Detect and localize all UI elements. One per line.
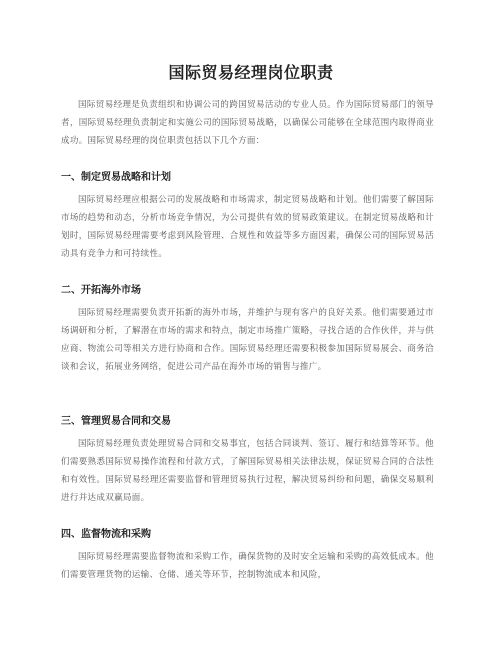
section-body-3: 国际贸易经理负责处理贸易合同和交易事宜，包括合同谈判、签订、履行和结算等环节。他们需要熟悉国际贸易操作流程和付款方式，了解国际贸易相关法律法规，保证贸易合同的合法性和有效性。国际贸易经理还需要监督和管理贸易执行过程，解决贸易纠纷和问题，确保交易顺利进行并达成双赢局面。 [61, 439, 434, 503]
section-heading-4: 四、监督物流和采购 [61, 529, 151, 540]
section-heading-1: 一、制定贸易战略和计划 [61, 172, 171, 183]
section-body-1: 国际贸易经理应根据公司的发展战略和市场需求，制定贸易战略和计划。他们需要了解国际市场的趋势和动态，分析市场竞争情况，为公司提供有效的贸易政策建议。在制定贸易战略和计划时，国际贸易经理需要考虑到风险管理、合规性和效益等多方面因素，确保公司的国际贸易活动具有竞争力和可持续性。 [61, 195, 434, 259]
section-body-2: 国际贸易经理需要负责开拓新的海外市场，并维护与现有客户的良好关系。他们需要通过市场调研和分析，了解潜在市场的需求和特点，制定市场推广策略，寻找合适的合作伙伴，并与供应商、物流公司等相关方进行协商和合作。国际贸易经理还需要积极参加国际贸易展会、商务洽谈和会议，拓展业务网络，促进公司产品在海外市场的销售与推广。 [61, 308, 434, 372]
intro-paragraph: 国际贸易经理是负责组织和协调公司的跨国贸易活动的专业人员。作为国际贸易部门的领导者，国际贸易经理负责制定和实施公司的国际贸易战略，以确保公司能够在全球范围内取得商业成功。国际贸易经理的岗位职责包括以下几个方面： [61, 100, 434, 146]
section-heading-2: 二、开拓海外市场 [61, 285, 141, 296]
section-body-4: 国际贸易经理需要监督物流和采购工作，确保货物的及时安全运输和采购的高效低成本。他们需要管理货物的运输、仓储、通关等环节，控制物流成本和风险， [61, 552, 434, 580]
document-title: 国际贸易经理岗位职责 [168, 63, 334, 82]
section-heading-3: 三、管理贸易合同和交易 [61, 416, 171, 427]
